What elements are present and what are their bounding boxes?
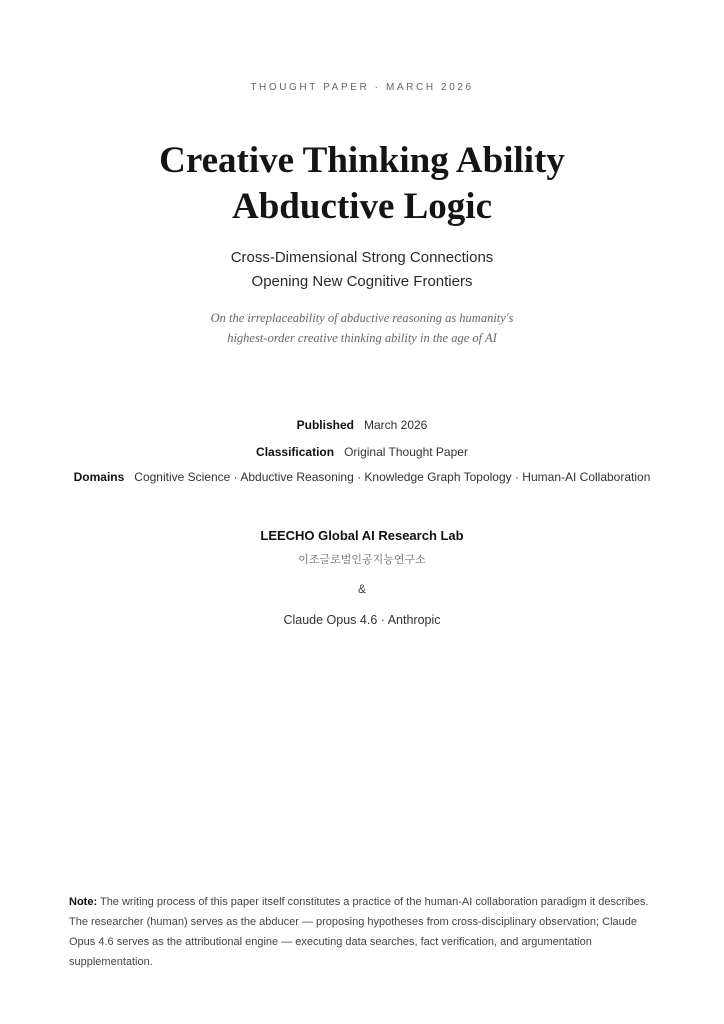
subtitle <box>0 246 724 294</box>
paper-type-eyebrow: THOUGHT PAPER · MARCH 2026 <box>250 82 474 93</box>
footnote <box>69 892 659 972</box>
title-line-2: Abductive Logic <box>231 186 493 227</box>
published-value: March 2026 <box>363 418 428 432</box>
author-org-korean: 이조글로벌인공지능연구소 <box>298 554 426 566</box>
tagline-line-2: highest-order creative thinking ability in the age of AI <box>227 331 497 345</box>
tagline-line-1: On the irreplaceability of abductive reasoning as humanity's <box>210 311 514 325</box>
meta-published <box>0 418 724 432</box>
note-text: The writing process of this paper itself constitutes a practice of the human-AI collaboration paradigm it describes. The researcher (human) serves as the abducer — proposing hypotheses from cross-disciplinary observation; Claude Opus 4.6 serves as the attributional engine — executing data searches, fact verification, and argumentation supplementation. <box>69 896 649 968</box>
subtitle-line-1: Cross-Dimensional Strong Connections <box>230 249 494 266</box>
domains-value: Cognitive Science · Abductive Reasoning · Knowledge Graph Topology · Human-AI Collaboration <box>134 470 651 484</box>
meta-classification <box>0 445 724 459</box>
title-line-1: Creative Thinking Ability <box>159 140 565 181</box>
subtitle-line-2: Opening New Cognitive Frontiers <box>251 273 473 290</box>
domains-label: Domains <box>73 470 125 484</box>
tagline <box>0 308 724 348</box>
author-ampersand: & <box>357 582 366 596</box>
page-title <box>0 138 724 230</box>
note-label: Note: <box>69 896 98 908</box>
published-label: Published <box>296 418 354 432</box>
classification-label: Classification <box>256 445 335 459</box>
meta-domains <box>0 470 724 484</box>
classification-value: Original Thought Paper <box>344 445 468 459</box>
coauthor: Claude Opus 4.6 · Anthropic <box>283 613 441 627</box>
author-org: LEECHO Global AI Research Lab <box>260 528 464 543</box>
